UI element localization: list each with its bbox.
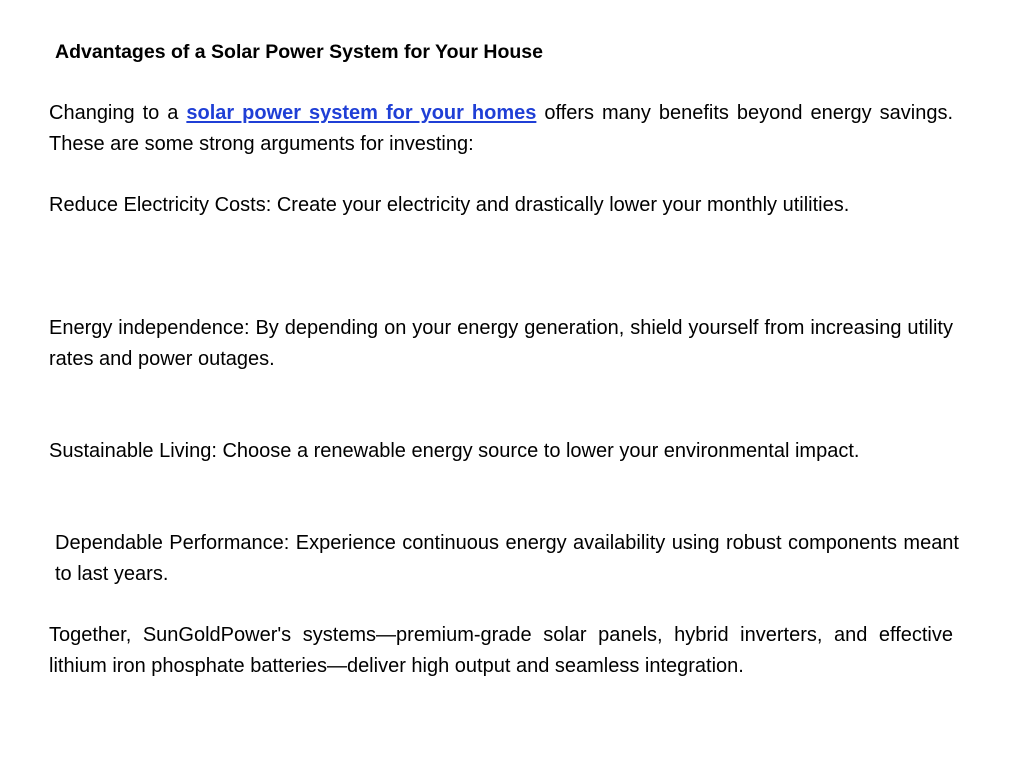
paragraph-dependable-performance: Dependable Performance: Experience continuous energy availability using robust components meant to last years. — [55, 532, 959, 585]
intro-paragraph — [49, 98, 953, 160]
paragraph-reduce-costs: Reduce Electricity Costs: Create your electricity and drastically lower your monthly utilities. — [49, 194, 850, 216]
paragraph-energy-independence: Energy independence: By depending on your energy generation, shield yourself from increasing utility rates and power outages. — [49, 317, 953, 370]
paragraph-sustainable-living: Sustainable Living: Choose a renewable energy source to lower your environmental impact. — [49, 440, 860, 462]
intro-text-after-link: offers many benefits beyond energy savings. These are some strong arguments for investing: — [49, 102, 953, 155]
intro-text-before-link: Changing to a — [49, 102, 187, 124]
solar-system-link[interactable]: solar power system for your homes — [186, 102, 537, 124]
page-title: Advantages of a Solar Power System for Your House — [55, 41, 543, 63]
paragraph-together: Together, SunGoldPower's systems—premium-grade solar panels, hybrid inverters, and effective lithium iron phosphate batteries—deliver high output and seamless integration. — [49, 624, 953, 677]
